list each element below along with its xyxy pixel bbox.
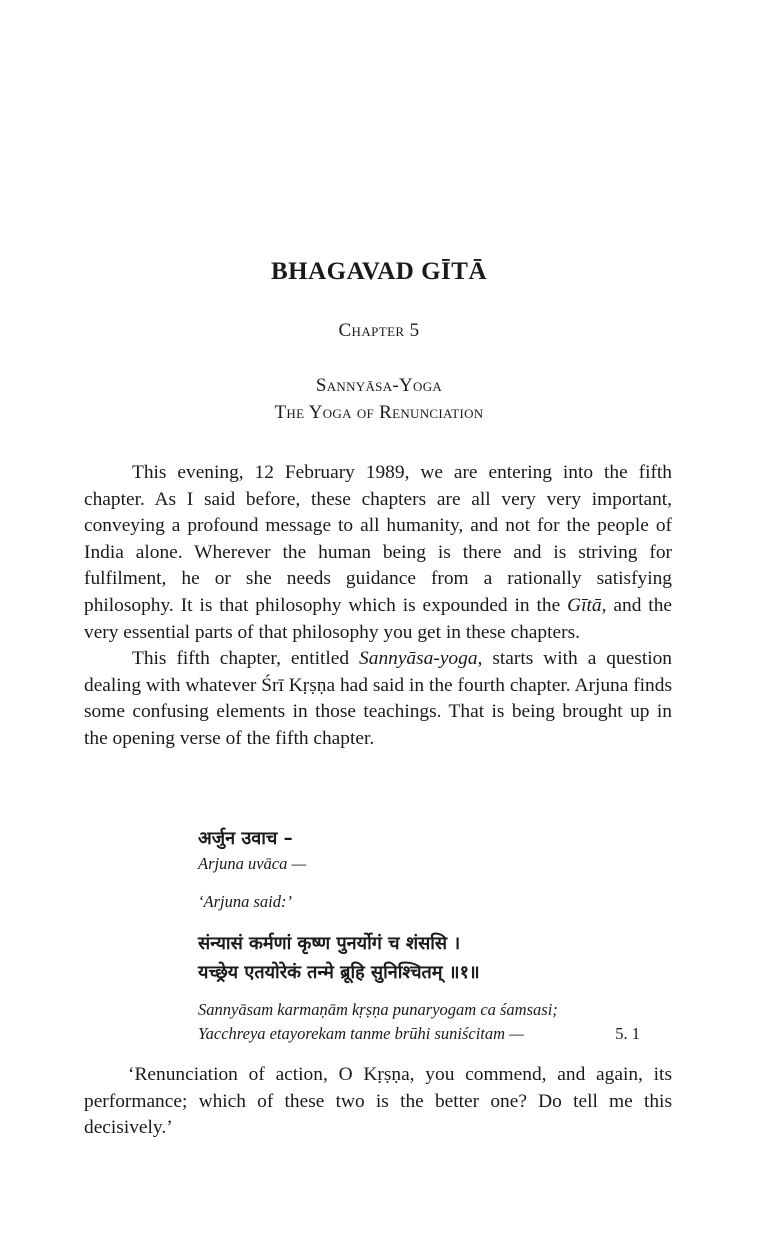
verse-sanskrit-line-1: संन्यासं कर्मणां कृष्ण पुनर्योगं च शंससि । — [198, 933, 461, 954]
paragraph-2 — [84, 646, 672, 752]
book-title: BHAGAVAD GĪTĀ — [270, 258, 488, 285]
verse-translit-line-2: Yacchreya etayorekam tanme brūhi suniścitam — — [198, 1024, 524, 1043]
speaker-translation: ‘Arjuna said:’ — [198, 892, 292, 911]
speaker-transliteration: Arjuna uvāca — — [198, 854, 307, 873]
speaker-sanskrit: अर्जुन उवाच – — [198, 828, 293, 849]
chapter-title — [0, 372, 758, 426]
verse-translation-text: ‘Renunciation of action, O Kṛṣṇa, you commend, and again, its performance; which of these two is the better one? Do tell me this decisively.’ — [84, 1064, 672, 1139]
chapter-number: Chapter 5 — [338, 320, 420, 341]
gita-reference: Gītā, — [567, 594, 607, 616]
paragraph-1 — [84, 460, 672, 646]
paragraph-2-end: starts with a question dealing with whatever Śrī Kṛṣṇa had said in the fourth chapter. Arjuna finds some confusing elements in those teachings. That is being brought up in the opening verse of the fifth chapter. — [84, 648, 672, 749]
chapter-english-title: The Yoga of Renunciation — [274, 402, 484, 423]
verse-translation — [84, 1062, 672, 1142]
verse-number: 5. 1 — [615, 1024, 640, 1043]
intro-text — [84, 460, 672, 753]
verse-transliteration — [198, 998, 658, 1046]
paragraph-1-end: and the very essential parts of that philosophy you get in these chapters. — [84, 594, 673, 643]
verse-sanskrit-line-2: यच्छ्रेय एतयोरेकं तन्मे ब्रूहि सुनिश्चितम् ॥१॥ — [198, 962, 480, 983]
chapter-sanskrit-title: Sannyāsa-Yoga — [315, 375, 443, 396]
sannyasa-yoga-reference: Sannyāsa-yoga, — [359, 648, 483, 670]
paragraph-1-text: This evening, 12 February 1989, we are entering into the fifth chapter. As I said before, these chapters are all very very important, conveying a profound message to all humanity, and not for the people of India alone. Wherever the human being is there and is striving for fulfilment, he or she needs guidance from a rationally satisfying philosophy. It is that philosophy which is expounded in the — [84, 462, 672, 616]
verse-translit-line-2-row — [198, 1022, 658, 1046]
paragraph-2-start: This fifth chapter, entitled — [132, 648, 360, 670]
verse-translit-line-1: Sannyāsam karmaṇām kṛṣṇa punaryogam ca śamsasi; — [198, 1000, 558, 1019]
verse-sanskrit — [198, 929, 658, 987]
